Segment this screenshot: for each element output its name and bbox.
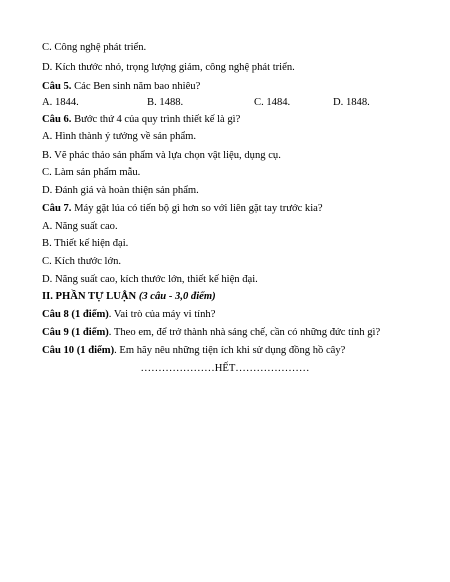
question-9 <box>42 326 380 339</box>
section-2-title: II. PHẦN TỰ LUẬN <box>42 291 137 302</box>
question-7-option-c: C. Kích thước lớn. <box>42 256 122 267</box>
question-6-option-c: C. Làm sản phẩm mẫu. <box>42 167 141 178</box>
question-7-text: Máy gặt lúa có tiến bộ gì hơn so với liên gặt tay trước kia? <box>71 203 323 214</box>
question-5-option-a: A. 1844. <box>42 97 79 108</box>
question-5-option-b: B. 1488. <box>147 97 184 108</box>
end-marker: …………………HẾT………………… <box>140 363 310 374</box>
question-7-option-a: A. Năng suất cao. <box>42 221 118 232</box>
question-8 <box>42 308 215 321</box>
section-2-heading <box>42 290 216 303</box>
question-6-option-d: D. Đánh giá và hoàn thiện sản phẩm. <box>42 185 199 196</box>
question-7-label: Câu 7. <box>42 203 72 214</box>
question-6 <box>42 113 240 126</box>
question-7-option-b: B. Thiết kế hiện đại. <box>42 238 129 249</box>
option-c-prev: C. Công nghệ phát triển. <box>42 42 147 53</box>
question-5-text: Các Ben sinh năm bao nhiêu? <box>71 81 201 92</box>
question-8-label: Câu 8 (1 điểm) <box>42 309 109 320</box>
question-9-text: . Theo em, để trở thành nhà sáng chế, cần có những đức tính gì? <box>108 327 381 338</box>
section-2-subtitle: (3 câu - 3,0 điểm) <box>136 291 216 302</box>
question-10-text: . Em hãy nêu những tiện ích khi sử dụng đồng hồ cây? <box>114 345 346 356</box>
question-6-option-b: B. Vẽ phác thảo sản phẩm và lựa chọn vật liệu, dụng cụ. <box>42 150 281 161</box>
question-5-option-c: C. 1484. <box>254 97 291 108</box>
question-5-label: Câu 5. <box>42 81 72 92</box>
question-9-label: Câu 9 (1 điểm) <box>42 327 109 338</box>
question-7-option-d: D. Năng suất cao, kích thước lớn, thiết kế hiện đại. <box>42 274 258 285</box>
question-10-label: Câu 10 (1 điểm) <box>42 345 115 356</box>
option-d-prev: D. Kích thước nhỏ, trọng lượng giảm, công nghệ phát triển. <box>42 62 295 73</box>
question-5 <box>42 80 200 93</box>
question-6-text: Bước thứ 4 của quy trình thiết kế là gì? <box>71 114 241 125</box>
question-8-text: . Vai trò của máy vi tính? <box>108 309 216 320</box>
question-10 <box>42 344 345 357</box>
question-7 <box>42 202 323 215</box>
question-5-option-d: D. 1848. <box>333 97 370 108</box>
question-6-option-a: A. Hình thành ý tưởng về sản phẩm. <box>42 131 197 142</box>
question-6-label: Câu 6. <box>42 114 72 125</box>
